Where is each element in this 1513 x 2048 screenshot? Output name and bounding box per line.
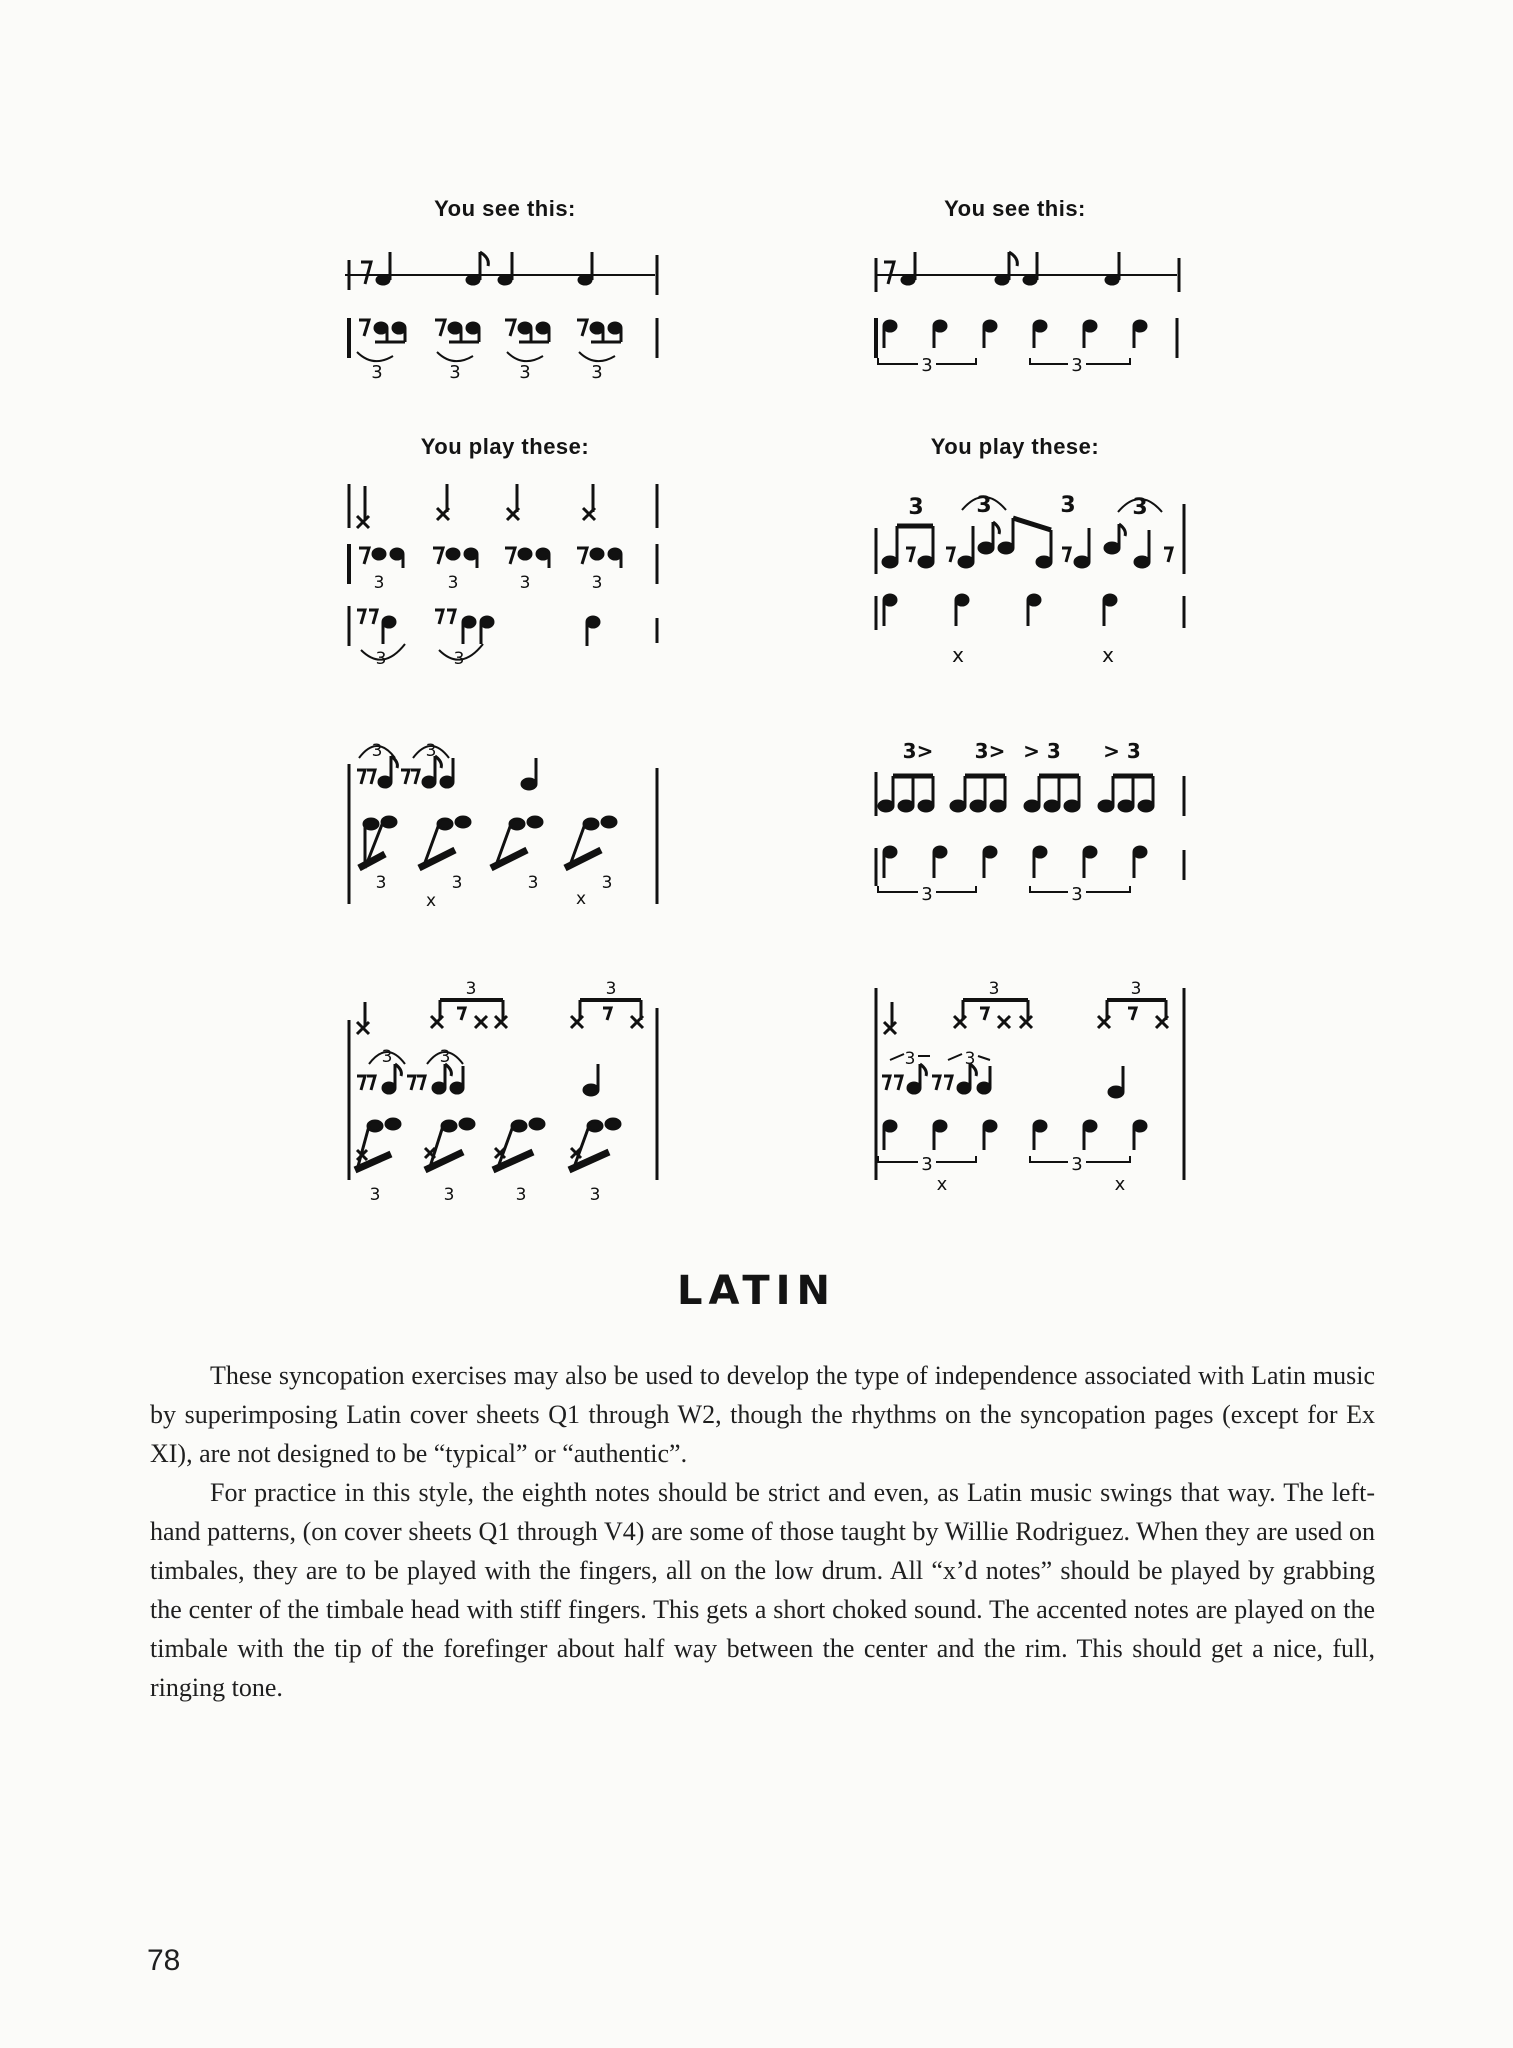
triplet-number: 3 [519,573,531,593]
notation-see-right [872,250,1192,390]
triplet-number: 3 [921,1154,933,1175]
you-see-this-label-right: You see this: [944,196,1086,221]
triplet-number: 3 [373,573,385,593]
x-mark: x [952,643,964,667]
triplet-number: 3 [1071,355,1083,376]
triplet-number: 3 [591,573,603,593]
triplet-number: 3 [439,1047,451,1067]
triplet-number: 3 [375,649,387,669]
accent-mark: > [1023,739,1040,763]
triplet-number: 3 [1071,1154,1083,1175]
triplet-number: 3 [591,362,603,383]
triplet-number: 3 [443,1185,455,1205]
triplet-number: 3 [902,739,917,763]
triplet-number: 3 [589,1185,601,1205]
body-text [150,1356,1375,1707]
triplet-number: 3 [451,873,463,893]
triplet-number: 3 [1126,739,1141,763]
paragraph-1: These syncopation exercises may also be used to develop the type of independence associated with Latin music by superimposing Latin cover sheets Q1 through W2, though the rhythms on the syncopation pages (except for Ex XI), are not designed to be “typical” or “authentic”. [150,1361,1375,1468]
x-mark: x [575,889,587,909]
triplet-number: 3 [1046,739,1061,763]
triplet-number: 3 [381,1047,393,1067]
triplet-number: 3 [921,355,933,376]
x-mark: x [936,1174,948,1195]
triplet-number: 3 [425,741,437,761]
triplet-number: 3 [964,1049,976,1069]
triplet-number: 3 [369,1185,381,1205]
notation-see-left [345,250,665,390]
accent-mark: > [1103,739,1120,763]
triplet-number: 3 [449,362,461,383]
svg-text:3> [903,739,934,763]
svg-text:3> [975,739,1006,763]
triplet-number: 3 [974,739,989,763]
triplet-number: 3 [371,362,383,383]
triplet-number: 3 [371,741,383,761]
notation-play-left-3 [345,980,665,1220]
notation-play-left-2 [345,728,665,918]
notation-play-right-3 [872,980,1192,1220]
triplet-number: 3 [605,980,617,999]
you-play-these-label-left: You play these: [420,434,590,459]
x-mark: x [425,891,437,911]
triplet-number: 3 [447,573,459,593]
x-mark: x [1114,1174,1126,1195]
svg-text:> 3 [1023,739,1061,763]
notation-play-left-1 [345,478,665,678]
triplet-number: 3 [1130,980,1142,999]
triplet-number: 3 [908,495,924,520]
triplet-number: 3 [453,649,465,669]
triplet-number: 3 [1060,493,1076,518]
triplet-number: 3 [976,493,992,518]
triplet-number: 3 [1132,495,1148,520]
accent-mark: > [916,739,934,763]
triplet-number: 3 [601,873,613,893]
triplet-number: 3 [515,1185,527,1205]
you-see-this-label-left: You see this: [434,196,576,221]
svg-text:> 3 [1103,739,1141,763]
page-number: 78 [147,1944,181,1977]
triplet-number: 3 [375,873,387,893]
you-play-these-label-right: You play these: [930,434,1100,459]
triplet-number: 3 [988,980,1000,999]
triplet-number: 3 [904,1049,916,1069]
paragraph-2: For practice in this style, the eighth notes should be strict and even, as Latin music swings that way. The left-hand patterns, (on cover sheets Q1 through V4) are some of those taught by Willie Rodriguez. When they are used on timbales, they are to be played with the fingers, all on the low drum. All “x’d notes” should be played by grabbing the center of the timbale head with stiff fingers. This gets a short choked sound. The accented notes are played on the timbale with the tip of the forefinger about half way between the center and the rim. This should get a nice, full, ringing tone. [150,1478,1375,1702]
accent-mark: > [988,739,1006,763]
rest-symbol [361,262,371,284]
triplet-number: 3 [1071,884,1083,905]
triplet-number: 3 [921,884,933,905]
notation-play-right-1 [872,478,1192,688]
triplet-number: 3 [465,980,477,999]
triplet-number: 3 [527,873,539,893]
notation-play-right-2 [872,736,1192,926]
section-heading-latin: LATIN [677,1268,836,1314]
triplet-number: 3 [519,362,531,383]
x-mark: x [1102,643,1114,667]
